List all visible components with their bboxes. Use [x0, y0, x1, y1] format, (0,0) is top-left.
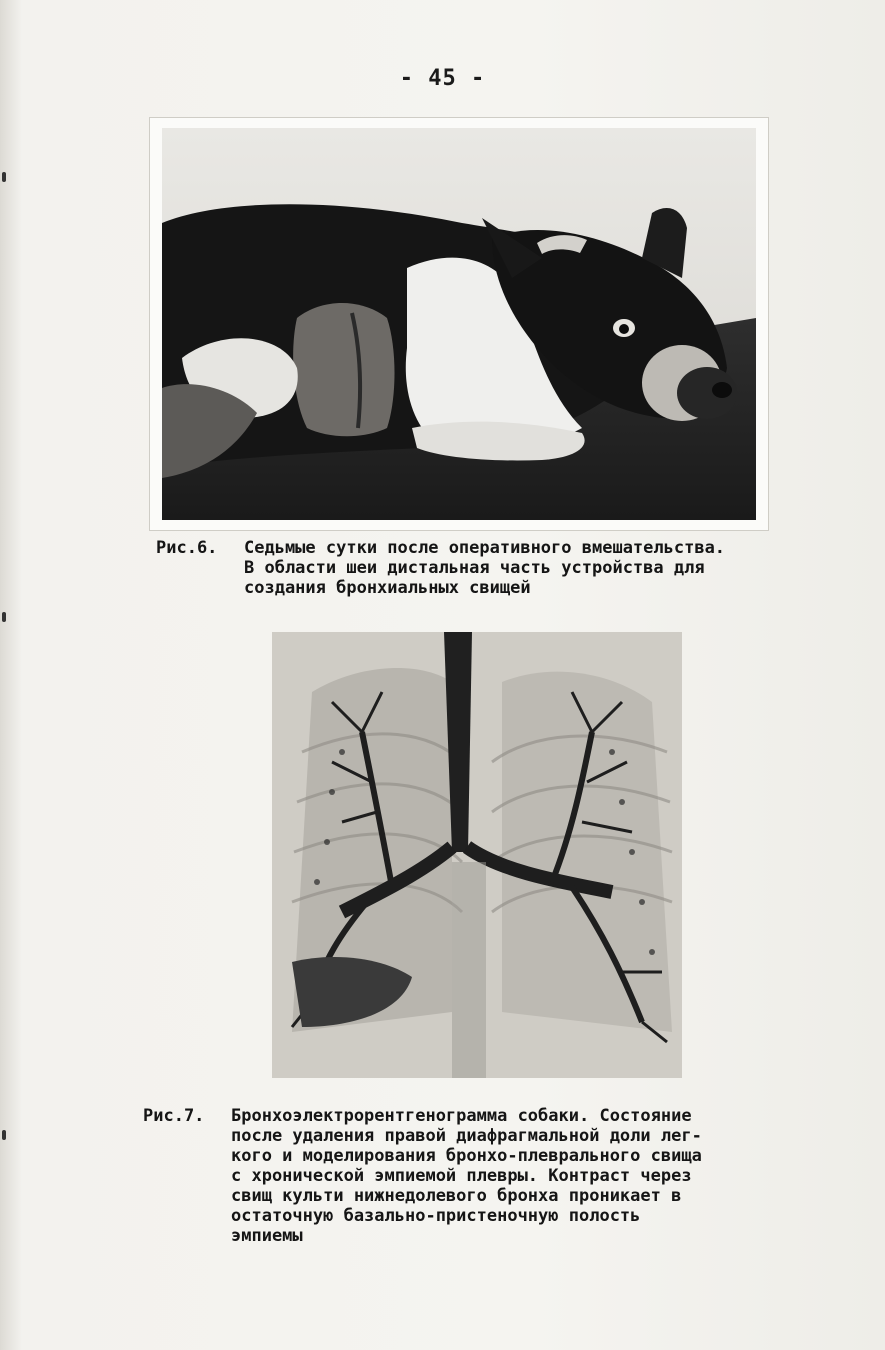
- figure-6-photo-frame: [150, 118, 768, 530]
- caption-line: остаточную базально-пристеночную полость: [231, 1206, 641, 1226]
- caption-line: создания бронхиальных свищей: [244, 578, 531, 598]
- binding-hole-mark: [2, 172, 6, 182]
- binding-hole-mark: [2, 1130, 6, 1140]
- caption-line: эмпиемы: [231, 1226, 303, 1246]
- figure-7-caption: [143, 1106, 702, 1246]
- figure-7-label: Рис.7.: [143, 1106, 205, 1126]
- caption-line: В области шеи дистальная часть устройства для: [244, 558, 705, 578]
- caption-line: после удаления правой диафрагмальной доли лег-: [231, 1126, 702, 1146]
- figure-6-label: Рис.6.: [156, 538, 218, 558]
- caption-line: Бронхоэлектрорентгенограмма собаки. Состояние: [231, 1106, 692, 1126]
- figure-6-caption: [156, 538, 725, 598]
- caption-line: Седьмые сутки после оперативного вмешательства.: [244, 538, 726, 558]
- binding-hole-mark: [2, 612, 6, 622]
- xray-bronchogram-icon: [272, 632, 682, 1078]
- page-number: - 45 -: [399, 66, 486, 91]
- dog-photo-icon: [162, 128, 756, 520]
- caption-line: с хронической эмпиемой плевры. Контраст через: [231, 1166, 692, 1186]
- caption-line: кого и моделирования бронхо-плеврального свища: [231, 1146, 702, 1166]
- caption-line: свищ культи нижнедолевого бронха проникает в: [231, 1186, 682, 1206]
